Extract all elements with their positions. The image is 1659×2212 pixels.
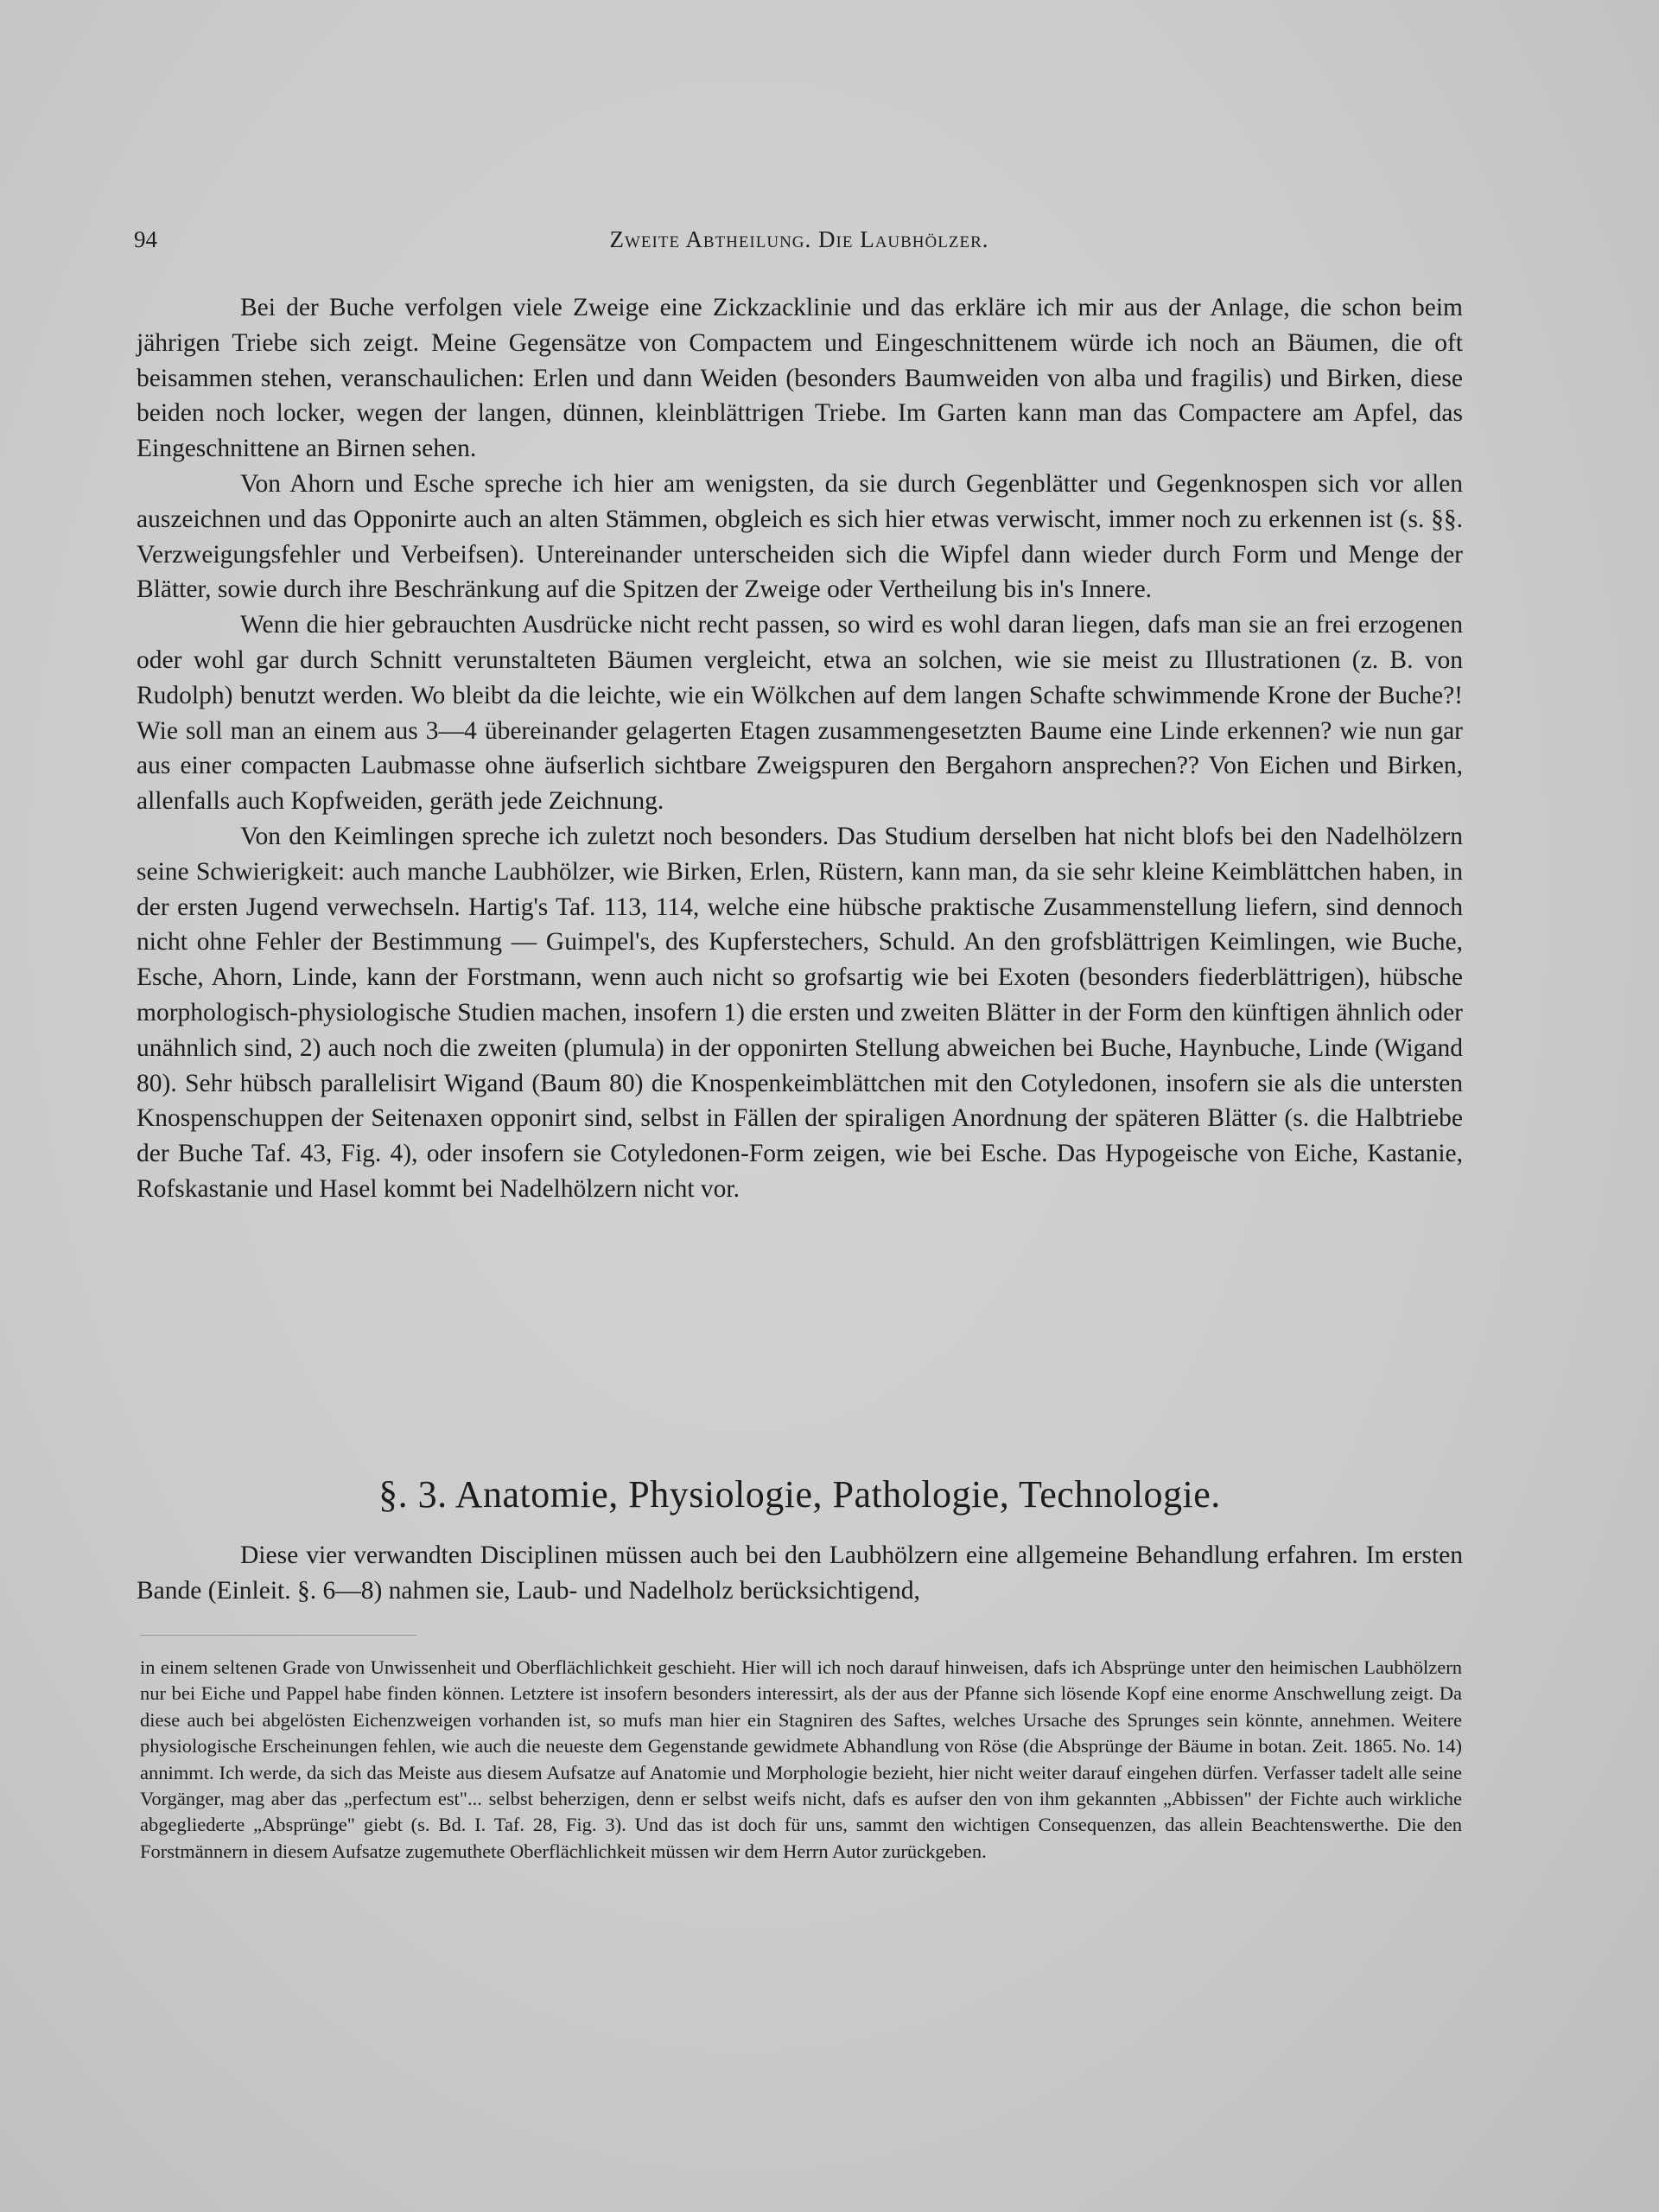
paragraph-ausdruecke: Wenn die hier gebrauchten Ausdrücke nicht recht passen, so wird es wohl daran liegen, dafs man sie an frei erzogenen oder wohl gar durch Schnitt verunstalteten Bäumen vergleicht, etwa an solchen, wie sie meist zu Illustrationen (z. B. von Rudolph) benutzt werden. Wo bleibt da die leichte, wie ein Wölkchen auf dem langen Schafte schwimmende Krone der Buche?! Wie soll man an einem aus 3—4 übereinander gelagerten Etagen zusammengesetzten Baume eine Linde erkennen? wie nun gar aus einer compacten Laubmasse ohne äufserlich sichtbare Zweigspuren den Bergahorn ansprechen?? Von Eichen und Birken, allenfalls auch Kopfweiden, geräth jede Zeichnung. [137, 611, 1463, 816]
footnote [140, 1655, 1462, 1865]
footnote-divider [140, 1635, 416, 1636]
section-text [137, 1538, 1463, 1609]
paragraph-disciplinen: Diese vier verwandten Disciplinen müssen auch bei den Laubhölzern eine allgemeine Behandlung erfahren. Im ersten Bande (Einleit. §. 6—8) nahmen sie, Laub- und Nadelholz berücksichtigend, [137, 1541, 1463, 1605]
running-title: Zweite Abtheilung. Die Laubhölzer. [609, 226, 989, 252]
footnote-text: in einem seltenen Grade von Unwissenheit und Oberflächlichkeit geschieht. Hier will ich noch darauf hinweisen, dafs ich Absprünge unter den heimischen Laubhölzern nur bei Eiche und Pappel habe finden können. Letztere ist insofern besonders interessirt, als der aus der Pfanne sich lösende Kopf eine enorme Anschwellung zeigt. Da diese auch bei abgelösten Eichenzweigen vorhanden ist, so mufs man hier ein Stagniren des Saftes, welches Ursache des Sprunges sein könnte, annehmen. Weitere physiologische Erscheinungen fehlen, wie auch die neueste dem Gegenstande gewidmete Abhandlung von Röse (die Absprünge der Bäume in botan. Zeit. 1865. No. 14) annimmt. Ich werde, da sich das Meiste aus diesem Aufsatze auf Anatomie und Morphologie bezieht, hier nicht weiter darauf eingehen dürfen. Verfasser tadelt alle seine Vorgänger, mag aber das „perfectum est"... selbst beherzigen, denn er selbst weifs nicht, dafs es aufser den von ihm gekannten „Abbissen" der Fichte auch wirkliche abgegliederte „Absprünge" giebt (s. Bd. I. Taf. 28, Fig. 3). Und das ist doch für uns, sammt den wichtigen Consequenzen, das allein Beachtenswerthe. Die den Forstmännern in diesem Aufsatze zugemuthete Oberflächlichkeit müssen wir dem Herrn Autor zurückgeben. [140, 1656, 1462, 1862]
main-text [137, 290, 1463, 1207]
paragraph-keimlinge: Von den Keimlingen spreche ich zuletzt noch besonders. Das Studium derselben hat nicht blofs bei den Nadelhölzern seine Schwierigkeit: auch manche Laubhölzer, wie Birken, Erlen, Rüstern, kann man, da sie sehr kleine Keimblättchen haben, in der ersten Jugend verwechseln. Hartig's Taf. 113, 114, welche eine hübsche praktische Zusammenstellung liefern, sind dennoch nicht ohne Fehler der Bestimmung — Guimpel's, des Kupferstechers, Schuld. An den grofsblättrigen Keimlingen, wie Buche, Esche, Ahorn, Linde, kann der Forstmann, wenn auch nicht so grofsartig wie bei Exoten (besonders fiederblättrigen), hübsche morphologisch-physiologische Studien machen, insofern 1) die ersten und zweiten Blätter in der Form den künftigen ähnlich oder unähnlich sind, 2) auch noch die zweiten (plumula) in der opponirten Stellung abweichen bei Buche, Haynbuche, Linde (Wigand 80). Sehr hübsch parallelisirt Wigand (Baum 80) die Knospenkeimblättchen mit den Cotyledonen, insofern sie als die untersten Knospenschuppen der Seitenaxen opponirt sind, selbst in Fällen der spiraligen Anordnung der späteren Blätter (s. die Halbtriebe der Buche Taf. 43, Fig. 4), oder insofern sie Cotyledonen-Form zeigen, wie bei Esche. Das Hypogeische von Eiche, Kastanie, Rofskastanie und Hasel kommt bei Nadelhölzern nicht vor. [137, 822, 1463, 1203]
running-head [134, 226, 1465, 261]
section-heading: §. 3. Anatomie, Physiologie, Pathologie, Technologie. [378, 1473, 1221, 1516]
paragraph-ahorn-esche: Von Ahorn und Esche spreche ich hier am wenigsten, da sie durch Gegenblätter und Gegenknospen sich vor allen auszeichnen und das Opponirte auch an alten Stämmen, obgleich es sich hier etwas verwischt, immer noch zu erkennen ist (s. §§. Verzweigungsfehler und Verbeifsen). Untereinander unterscheiden sich die Wipfel dann wieder durch Form und Menge der Blätter, sowie durch ihre Beschränkung auf die Spitzen der Zweige oder Vertheilung bis in's Innere. [137, 469, 1463, 604]
page-number: 94 [134, 226, 157, 252]
paragraph-zickzack: Bei der Buche verfolgen viele Zweige eine Zickzacklinie und das erkläre ich mir aus der Anlage, die schon beim jährigen Triebe sich zeigt. Meine Gegensätze von Compactem und Eingeschnittenem würde ich noch an Bäumen, die oft beisammen stehen, veranschaulichen: Erlen und dann Weiden (besonders Baumweiden von alba und fragilis) und Birken, diese beiden noch locker, wegen der langen, dünnen, kleinblättrigen Triebe. Im Garten kann man das Compactere am Apfel, das Eingeschnittene an Birnen sehen. [137, 294, 1463, 463]
